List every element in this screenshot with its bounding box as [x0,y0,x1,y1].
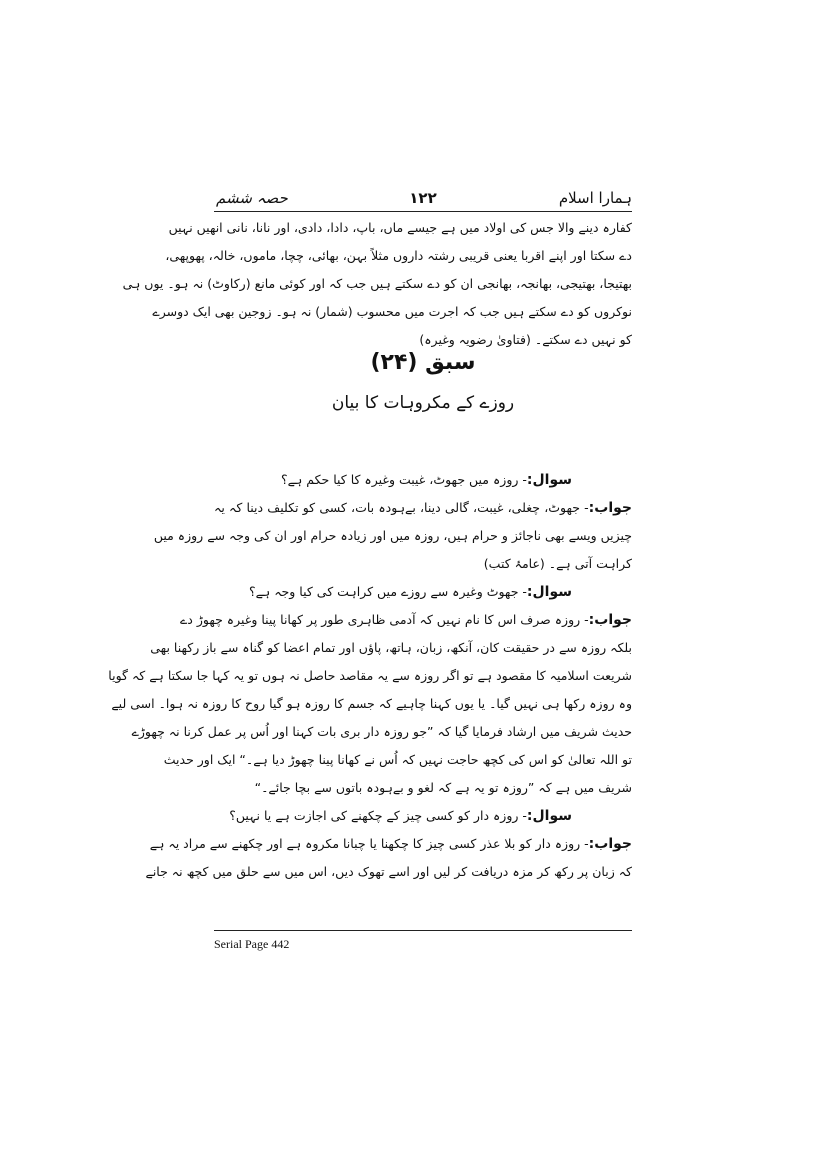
question-label: سوال: [526,584,572,600]
question-text: - روزہ میں جھوٹ، غیبت وغیرہ کا کیا حکم ہے؟ [281,472,527,487]
answer-line: وہ روزہ رکھا ہی نہیں گیا۔ یا یوں کہنا چاہیے کہ جسم کا روزہ ہو گیا روح کا روزہ نہ ہوا۔ اسی لیے [111,696,632,711]
book-title: ہمارا اسلام [558,189,632,207]
answer-line: کہ زبان پر رکھ کر مزہ دریافت کر لیں اور اسے تھوک دیں، اس میں سے حلق میں کچھ نہ جانے [145,864,632,879]
intro-line: دے سکتا اور اپنے اقربا یعنی قریبی رشتہ داروں مثلاً بہن، بھائی، چچا، ماموں، خالہ، پھوپھی، [165,248,632,263]
intro-line: بھتیجا، بھتیجی، بھانجہ، بھانجی ان کو دے سکتے ہیں جب کہ اور کوئی مانع (رکاوٹ) نہ ہو۔ یوں ہی [122,276,632,291]
part-label: حصہ ششم [216,189,288,207]
answer-line [179,606,632,634]
intro-line: کو نہیں دے سکتے۔ (فتاویٰ رضویہ وغیرہ) [419,332,632,347]
answer-label: جواب: [588,500,632,516]
book-page [108,180,632,960]
question-line [214,466,632,494]
answer-line: کراہت آتی ہے۔ (عامۂ کتب) [483,556,632,571]
question-text: - روزہ دار کو کسی چیز کے چکھنے کی اجازت ہے یا نہیں؟ [229,808,527,823]
question-label: سوال: [526,808,572,824]
question-line [214,578,632,606]
intro-line: نوکروں کو دے سکتے ہیں جب کہ اجرت میں محسوب (شمار) نہ ہو۔ زوجین بھی ایک دوسرے [152,304,632,319]
running-header [214,186,632,212]
lesson-title: روزے کے مکروہات کا بیان [331,393,515,413]
answer-line: تو اللہ تعالیٰ کو اس کی کچھ حاجت نہیں کہ اُس نے کھانا پینا چھوڑ دیا ہے۔“ ایک اور حدیث [163,752,632,767]
answer-line: شریف میں ہے کہ ”روزہ تو یہ ہے کہ لغو و بےہودہ باتوں سے بچا جائے۔“ [254,780,632,795]
answer-text: - جھوٹ، چغلی، غیبت، گالی دینا، بےہودہ بات، کسی کو تکلیف دینا کہ یہ [214,500,589,515]
answer-line: چیزیں ویسے بھی ناجائز و حرام ہیں، روزہ میں اور زیادہ حرام اور ان کی وجہ سے روزہ میں [153,528,632,543]
answer-text: - روزہ صرف اس کا نام نہیں کہ آدمی ظاہری طور پر کھانا پینا وغیرہ چھوڑ دے [179,612,589,627]
answer-line: شریعت اسلامیہ کا مقصود ہے تو اگر روزہ سے یہ مقاصد حاصل نہ ہوں تو یہ کہا جا سکتا ہے کہ گویا [108,668,632,683]
answer-label: جواب: [588,836,632,852]
question-line [214,802,632,830]
answer-line [149,830,632,858]
answer-line: حدیث شریف میں ارشاد فرمایا گیا کہ ”جو روزہ دار بری بات کہنا اور اُس پر عمل کرنا نہ چھوڑے [131,724,632,739]
lesson-number: سبق (۲۴) [370,350,476,375]
answer-line: بلکہ روزہ سے در حقیقت کان، آنکھ، زبان، ہاتھ، پاؤں اور تمام اعضا کو گناہ سے باز رکھنا بھی [150,640,632,655]
header-rule [214,211,632,212]
footer-rule [214,930,632,931]
question-text: - جھوٹ وغیرہ سے روزے میں کراہت کی کیا وجہ ہے؟ [248,584,527,599]
page-number: ۱۲۲ [409,189,437,207]
answer-label: جواب: [588,612,632,628]
answer-text: - روزہ دار کو بلا عذر کسی چیز کا چکھنا یا چبانا مکروہ ہے اور چکھنے سے مراد یہ ہے [149,836,589,851]
question-label: سوال: [526,472,572,488]
serial-page-footer: Serial Page 442 [214,937,290,951]
answer-line [214,494,632,522]
intro-line: کفارہ دینے والا جس کی اولاد میں ہے جیسے ماں، باپ، دادا، دادی، اور نانا، نانی انھیں نہیں [168,220,632,235]
